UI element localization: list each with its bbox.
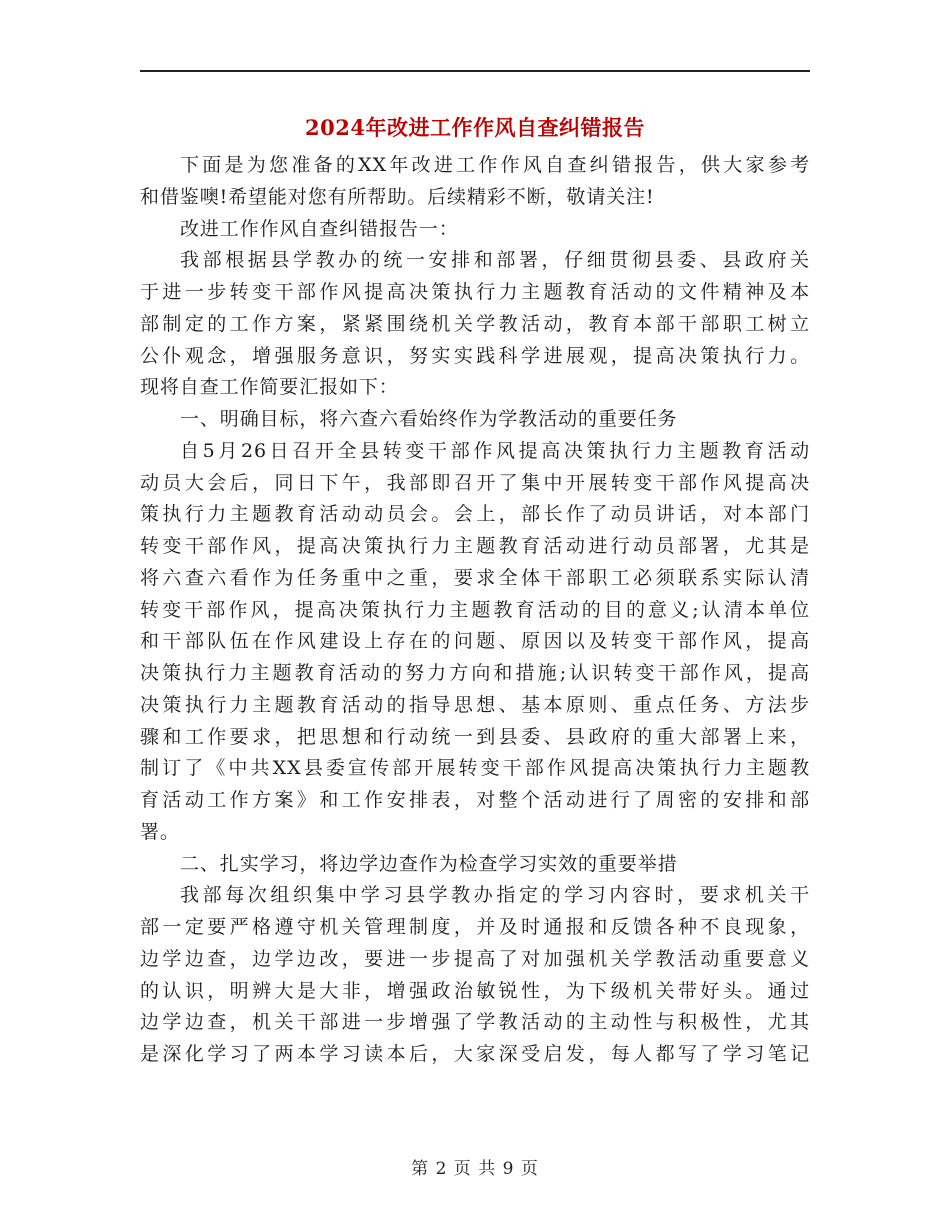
text-line: 和干部队伍在作风建设上存在的问题、原因以及转变干部作风，提高 <box>140 630 810 653</box>
text-line: 决策执行力主题教育活动的努力方向和措施;认识转变干部作风，提高 <box>140 662 810 684</box>
header-rule <box>140 70 810 72</box>
text-line: 转变干部作风，提高决策执行力主题教育活动进行动员部署，尤其是 <box>140 535 810 557</box>
text-line: 一、明确目标，将六查六看始终作为学教活动的重要任务 <box>180 408 678 430</box>
page-number: 第 2 页 共 9 页 <box>411 1159 539 1179</box>
text-line: 现将自查工作简要汇报如下： <box>140 376 399 399</box>
text-line: 于进一步转变干部作风提高决策执行力主题教育活动的文件精神及本 <box>140 281 810 303</box>
text-line: 育活动工作方案》和工作安排表，对整个活动进行了周密的安排和部 <box>140 789 810 811</box>
text-line: 制订了《中共XX县委宣传部开展转变干部作风提高决策执行力主题教 <box>140 757 810 780</box>
text-line: 下面是为您准备的XX年改进工作作风自查纠错报告，供大家参考 <box>180 154 810 176</box>
text-line: 署。 <box>140 820 180 843</box>
text-line: 我部根据县学教办的统一安排和部署，仔细贯彻县委、县政府关 <box>180 249 810 272</box>
text-line: 动员大会后，同日下午，我部即召开了集中开展转变干部作风提高决 <box>140 471 810 494</box>
text-line: 改进工作作风自查纠错报告一： <box>180 217 459 240</box>
text-line: 边学边查，边学边改，要进一步提高了对加强机关学教活动重要意义 <box>140 947 810 970</box>
document-body <box>140 150 810 1071</box>
text-line: 公仆观念，增强服务意识，努实实践科学进展观，提高决策执行力。 <box>140 344 810 367</box>
text-line: 自5月26日召开全县转变干部作风提高决策执行力主题教育活动 <box>180 439 810 462</box>
text-line: 将六查六看作为任务重中之重，要求全体干部职工必须联系实际认清 <box>140 566 810 589</box>
text-line: 是深化学习了两本学习读本后，大家深受启发，每人都写了学习笔记 <box>140 1043 810 1065</box>
text-line: 我部每次组织集中学习县学教办指定的学习内容时，要求机关干 <box>180 884 810 907</box>
text-line: 部制定的工作方案，紧紧围绕机关学教活动，教育本部干部职工树立 <box>140 312 810 335</box>
text-line: 的认识，明辨大是大非，增强政治敏锐性，为下级机关带好头。通过 <box>140 979 810 1002</box>
text-line: 转变干部作风，提高决策执行力主题教育活动的目的意义;认清本单位 <box>140 598 810 621</box>
text-line: 和借鉴噢!希望能对您有所帮助。后续精彩不断，敬请关注! <box>140 185 655 208</box>
text-line: 策执行力主题教育活动动员会。会上，部长作了动员讲话，对本部门 <box>140 503 810 526</box>
text-line: 部一定要严格遵守机关管理制度，并及时通报和反馈各种不良现象， <box>140 916 810 938</box>
document-title: 2024年改进工作作风自查纠错报告 <box>305 115 645 140</box>
text-line: 边学边查，机关干部进一步增强了学教活动的主动性与积极性，尤其 <box>140 1011 810 1034</box>
text-line: 决策执行力主题教育活动的指导思想、基本原则、重点任务、方法步 <box>140 693 810 716</box>
text-line: 二、扎实学习，将边学边查作为检查学习实效的重要举措 <box>180 852 678 875</box>
text-line: 骤和工作要求，把思想和行动统一到县委、县政府的重大部署上来， <box>140 725 810 748</box>
